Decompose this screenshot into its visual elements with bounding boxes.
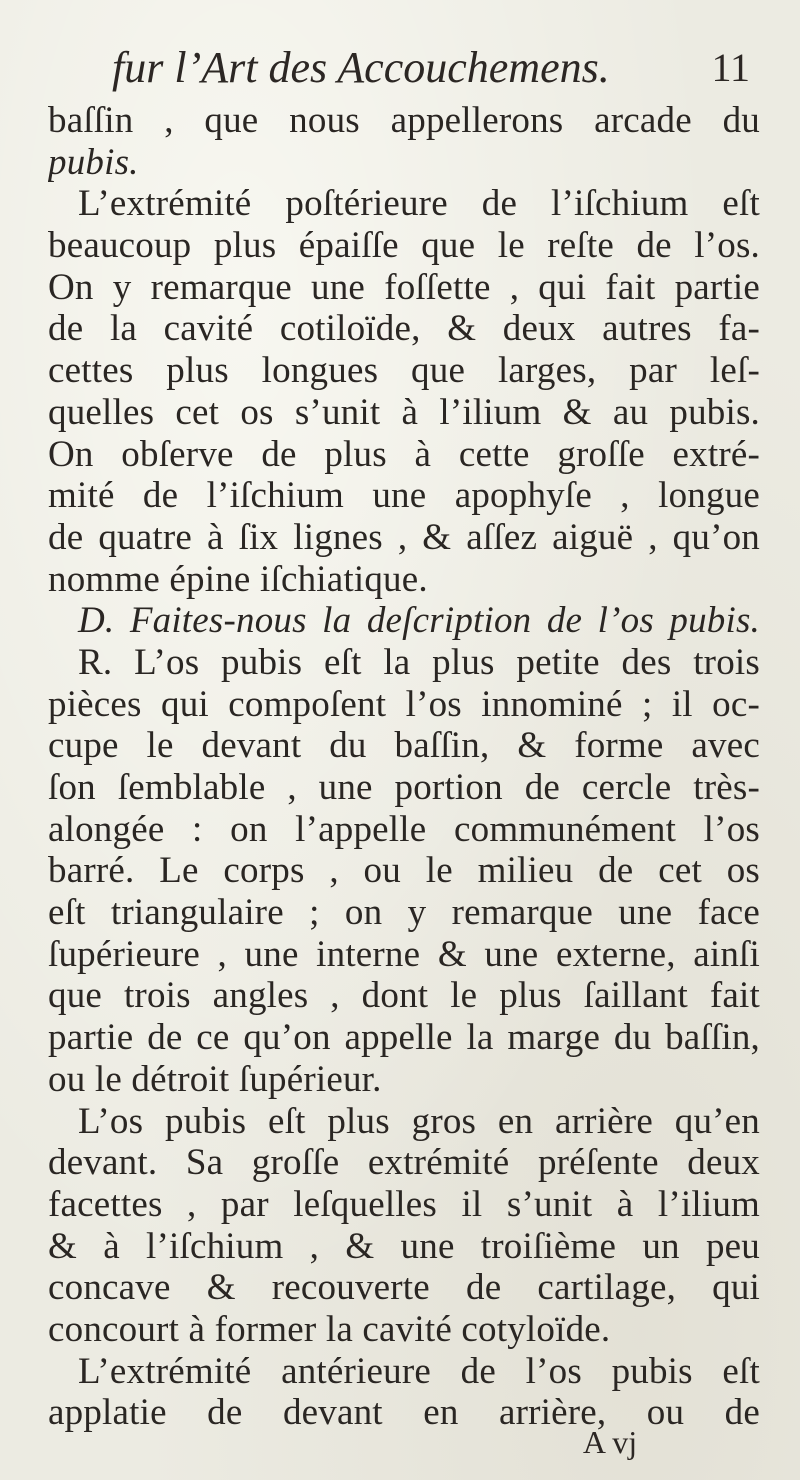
text-line: & à l’iſchium , & une troiſième un peu xyxy=(48,1225,760,1267)
text-line: de la cavité cotiloïde, & deux autres fa- xyxy=(48,308,760,350)
text-line: applatie de devant en arrière, ou de xyxy=(48,1392,760,1434)
text-line: concave & recouverte de cartilage, qui xyxy=(48,1267,760,1309)
text-line: quelles cet os s’unit à l’ilium & au pubis. xyxy=(48,391,760,433)
text-line: nomme épine iſchiatique. xyxy=(48,558,428,600)
text-line: ſon ſemblable , une portion de cercle très- xyxy=(48,767,760,808)
page-number: 11 xyxy=(711,45,750,90)
body-text xyxy=(48,100,760,1434)
text-line: R. L’os pubis eſt la plus petite des trois xyxy=(78,641,760,683)
text-line: concourt à former la cavité cotyloïde. xyxy=(48,1308,611,1350)
text-line: ſupérieure , une interne & une externe, ainſi xyxy=(48,933,760,975)
text-line: pubis. xyxy=(48,141,139,183)
text-line: D. Faites-nous la deſcription de l’os pubis. xyxy=(78,600,760,642)
text-line: mité de l’iſchium une apophyſe , longue xyxy=(48,475,760,517)
text-line: eſt triangulaire ; on y remarque une face xyxy=(48,892,760,934)
text-line: facettes , par leſquelles il s’unit à l’ilium xyxy=(48,1183,760,1225)
text-line: que trois angles , dont le plus ſaillant fait xyxy=(48,975,760,1017)
text-line: L’extrémité antérieure de l’os pubis eſt xyxy=(78,1350,760,1392)
text-line: L’os pubis eſt plus gros en arrière qu’en xyxy=(78,1100,760,1142)
running-title: fur l’Art des Accouchemens. xyxy=(112,43,610,92)
page-header xyxy=(40,42,760,94)
text-line: ou le détroit ſupérieur. xyxy=(48,1058,382,1100)
text-line: alongée : on l’appelle communément l’os xyxy=(48,808,760,850)
text-line: cettes plus longues que larges, par leſ- xyxy=(48,350,760,392)
text-line: On obſerve de plus à cette groſſe extré- xyxy=(48,433,760,475)
text-line: baſſin , que nous appellerons arcade du xyxy=(48,100,760,141)
text-line: beaucoup plus épaiſſe que le reſte de l’os. xyxy=(48,225,760,267)
text-line: pièces qui compoſent l’os innominé ; il oc- xyxy=(48,683,760,725)
text-line: On y remarque une foſſette , qui fait partie xyxy=(48,266,760,308)
text-line: L’extrémité poſtérieure de l’iſchium eſt xyxy=(78,183,760,225)
text-line: devant. Sa groſſe extrémité préſente deux xyxy=(48,1142,760,1184)
signature-mark: A vj xyxy=(582,1424,638,1460)
text-line: cupe le devant du baſſin, & forme avec xyxy=(48,725,760,767)
text-line: partie de ce qu’on appelle la marge du baſſin, xyxy=(48,1017,760,1059)
text-line: de quatre à ſix lignes , & aſſez aiguë , qu’on xyxy=(48,516,760,558)
text-line: barré. Le corps , ou le milieu de cet os xyxy=(48,850,760,892)
